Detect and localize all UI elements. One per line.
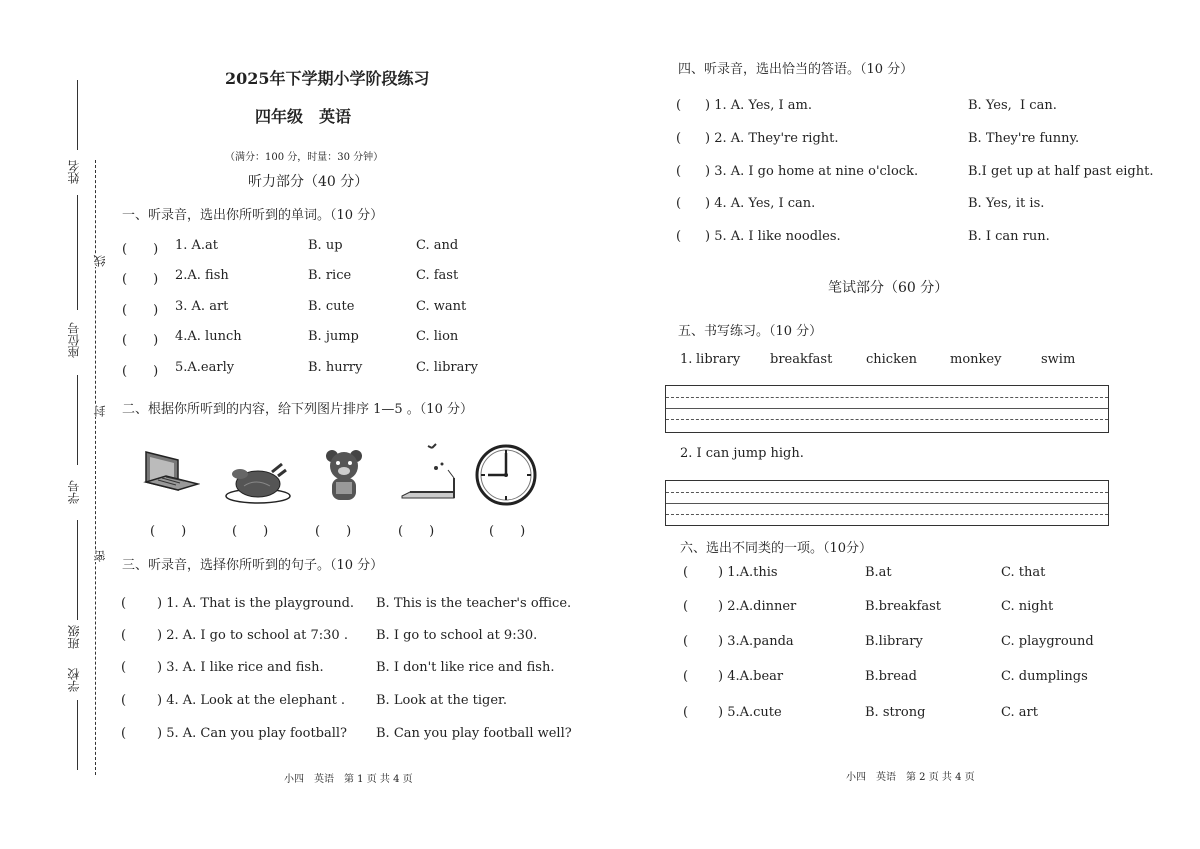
section-3-heading: 三、听录音，选择你所听到的句子。（10 分） bbox=[122, 558, 384, 573]
copy-word: chicken bbox=[866, 352, 918, 367]
option-b: B. They're funny. bbox=[968, 131, 1080, 146]
list-item: ( ) bbox=[122, 364, 159, 379]
list-item: ( bbox=[683, 599, 689, 614]
option-a: ) 1. A. Yes, I am. bbox=[705, 98, 812, 113]
option-c: C. night bbox=[1001, 599, 1054, 614]
option-a: 4.A. lunch bbox=[175, 329, 242, 344]
option-b: B. jump bbox=[308, 329, 359, 344]
writing-lines-1[interactable] bbox=[665, 385, 1109, 433]
option-b: B.I get up at half past eight. bbox=[968, 164, 1154, 179]
list-item: ( bbox=[121, 726, 127, 741]
option-a: 2.A. fish bbox=[175, 268, 229, 283]
list-item: ( bbox=[683, 669, 689, 684]
roast-chicken-icon bbox=[222, 458, 292, 506]
list-item: ( bbox=[683, 705, 689, 720]
exam-title: 2025年下学期小学阶段练习 bbox=[225, 69, 430, 88]
class-line bbox=[77, 520, 78, 620]
list-item: ( bbox=[683, 634, 689, 649]
slide-icon bbox=[396, 442, 460, 502]
option-b: B. strong bbox=[865, 705, 926, 720]
cut-mark-mi: 密 bbox=[93, 550, 107, 562]
option-a: ) 3. A. I like rice and fish. bbox=[157, 660, 324, 675]
section-2-heading: 二、根据你所听到的内容，给下列图片排序 1—5 。（10 分） bbox=[122, 402, 473, 417]
option-a: 5.A.early bbox=[175, 360, 235, 375]
option-c: C. fast bbox=[416, 268, 459, 283]
option-c: C. playground bbox=[1001, 634, 1094, 649]
option-c: C. lion bbox=[416, 329, 459, 344]
copy-word: monkey bbox=[950, 352, 1002, 367]
list-item: ( bbox=[121, 596, 127, 611]
cut-mark-xian: 线 bbox=[93, 255, 107, 267]
option-a: ) 2. A. I go to school at 7:30 . bbox=[157, 628, 348, 643]
name-label: 姓名 bbox=[67, 160, 81, 184]
list-item: ( bbox=[121, 628, 127, 643]
list-item: ( ) bbox=[122, 333, 159, 348]
option-a: ) 4. A. Look at the elephant . bbox=[157, 693, 346, 708]
list-item: ( bbox=[676, 229, 682, 244]
option-a: ) 4. A. Yes, I can. bbox=[705, 196, 816, 211]
list-item: ( bbox=[121, 693, 127, 708]
section-6-heading: 六、选出不同类的一项。（10分） bbox=[680, 541, 873, 556]
picture-1-blank: ( ) bbox=[150, 524, 187, 539]
option-c: C. want bbox=[416, 299, 467, 314]
option-b: B. rice bbox=[308, 268, 352, 283]
picture-4-blank: ( ) bbox=[398, 524, 435, 539]
class-label: 班级 bbox=[67, 625, 81, 649]
option-b: B. Yes, it is. bbox=[968, 196, 1045, 211]
picture-3-blank: ( ) bbox=[315, 524, 352, 539]
list-item: ( bbox=[676, 98, 682, 113]
page-1-footer: 小四 英语 第 1 页 共 4 页 bbox=[284, 774, 413, 785]
picture-2-blank: ( ) bbox=[232, 524, 269, 539]
score-note: （满分：100 分，时量：30 分钟） bbox=[225, 152, 384, 163]
school-line bbox=[77, 700, 78, 770]
copy-word: swim bbox=[1041, 352, 1076, 367]
option-a: ) 1. A. That is the playground. bbox=[157, 596, 355, 611]
option-a: ) 3. A. I go home at nine o'clock. bbox=[705, 164, 919, 179]
option-b: B.at bbox=[865, 565, 892, 580]
page-2-footer: 小四 英语 第 2 页 共 4 页 bbox=[846, 772, 975, 783]
laptop-icon bbox=[138, 448, 200, 504]
option-b: B.breakfast bbox=[865, 599, 942, 614]
section-1-heading: 一、听录音，选出你所听到的单词。（10 分） bbox=[122, 208, 384, 223]
option-b: B. I can run. bbox=[968, 229, 1050, 244]
option-b: B. I go to school at 9:30. bbox=[376, 628, 538, 643]
seat-line bbox=[77, 195, 78, 310]
option-c: C. that bbox=[1001, 565, 1046, 580]
option-b: B. I don't like rice and fish. bbox=[376, 660, 555, 675]
section-5-heading: 五、书写练习。（10 分） bbox=[678, 324, 823, 339]
seat-label: 座位号 bbox=[67, 322, 81, 358]
list-item: ( bbox=[676, 164, 682, 179]
clock-icon bbox=[474, 443, 538, 507]
number-label: 学号 bbox=[67, 480, 81, 504]
list-item: ( bbox=[683, 565, 689, 580]
option-a: ) 2.A.dinner bbox=[718, 599, 797, 614]
option-a: 1. A.at bbox=[175, 238, 219, 253]
picture-5-blank: ( ) bbox=[489, 524, 526, 539]
option-c: C. dumplings bbox=[1001, 669, 1088, 684]
option-a: ) 1.A.this bbox=[718, 565, 778, 580]
listening-heading: 听力部分（40 分） bbox=[248, 174, 369, 190]
option-a: ) 5.A.cute bbox=[718, 705, 782, 720]
list-item: ( ) bbox=[122, 272, 159, 287]
option-a: ) 2. A. They're right. bbox=[705, 131, 839, 146]
option-b: B. hurry bbox=[308, 360, 363, 375]
written-heading: 笔试部分（60 分） bbox=[828, 280, 949, 296]
list-item: ( ) bbox=[122, 303, 159, 318]
option-b: B. Look at the tiger. bbox=[376, 693, 507, 708]
writing-lines-2[interactable] bbox=[665, 480, 1109, 526]
option-a: ) 5. A. Can you play football? bbox=[157, 726, 348, 741]
option-a: ) 4.A.bear bbox=[718, 669, 784, 684]
option-b: B. This is the teacher's office. bbox=[376, 596, 572, 611]
cut-mark-feng: 封 bbox=[93, 405, 107, 417]
school-label: 学校 bbox=[67, 668, 81, 692]
name-line bbox=[77, 80, 78, 150]
copy-sentence: 2. I can jump high. bbox=[680, 446, 804, 461]
option-a: ) 3.A.panda bbox=[718, 634, 794, 649]
option-c: C. and bbox=[416, 238, 459, 253]
list-item: ( bbox=[676, 131, 682, 146]
dashed-cut-line bbox=[95, 160, 96, 775]
number-line bbox=[77, 375, 78, 465]
list-item: ( ) bbox=[122, 242, 159, 257]
option-b: B.bread bbox=[865, 669, 917, 684]
option-c: C. art bbox=[1001, 705, 1038, 720]
option-b: B. up bbox=[308, 238, 343, 253]
list-item: ( bbox=[676, 196, 682, 211]
option-a: 3. A. art bbox=[175, 299, 229, 314]
option-a: ) 5. A. I like noodles. bbox=[705, 229, 841, 244]
exam-subtitle: 四年级 英语 bbox=[255, 107, 352, 126]
option-b: B. Yes, I can. bbox=[968, 98, 1057, 113]
option-b: B. Can you play football well? bbox=[376, 726, 572, 741]
option-b: B. cute bbox=[308, 299, 355, 314]
copy-word: library bbox=[696, 352, 741, 367]
option-c: C. library bbox=[416, 360, 478, 375]
teddy-bear-icon bbox=[322, 448, 366, 504]
list-item: ( bbox=[121, 660, 127, 675]
copy-word: breakfast bbox=[770, 352, 833, 367]
binding-margin bbox=[55, 60, 105, 780]
option-b: B.library bbox=[865, 634, 923, 649]
copy-line-1-number: 1. bbox=[680, 352, 693, 367]
section-4-heading: 四、听录音，选出恰当的答语。（10 分） bbox=[678, 62, 914, 77]
